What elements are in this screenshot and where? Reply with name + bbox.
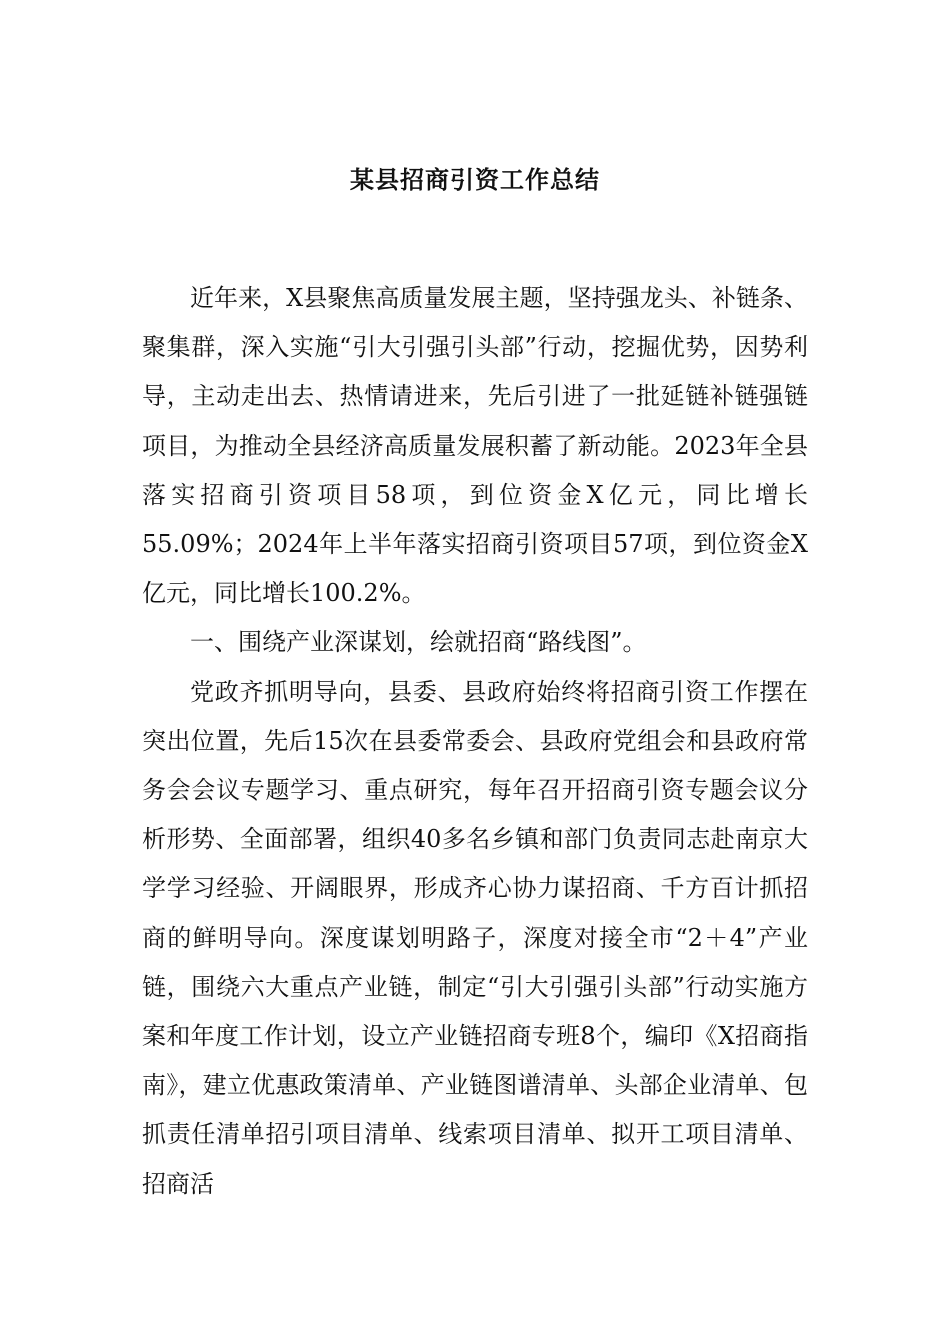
document-body (142, 274, 808, 1209)
document-title: 某县招商引资工作总结 (350, 165, 600, 194)
paragraph-intro: 近年来，X县聚焦高质量发展主题，坚持强龙头、补链条、聚集群，深入实施“引大引强引头部”行动，挖掘优势，因势利导，主动走出去、热情请进来，先后引进了一批延链补链强链项目，为推动全县经济高质量发展积蓄了新动能。2023年全县落实招商引资项目58项，到位资金X亿元，同比增长55.09%；2024年上半年落实招商引资项目57项，到位资金X亿元，同比增长100.2%。 (142, 284, 808, 608)
paragraph-section-1: 党政齐抓明导向，县委、县政府始终将招商引资工作摆在突出位置，先后15次在县委常委会、县政府党组会和县政府常务会会议专题学习、重点研究，每年召开招商引资专题会议分析形势、全面部署，组织40多名乡镇和部门负责同志赴南京大学学习经验、开阔眼界，形成齐心协力谋招商、千方百计抓招商的鲜明导向。深度谋划明路子，深度对接全市“2＋4”产业链，围绕六大重点产业链，制定“引大引强引头部”行动实施方案和年度工作计划，设立产业链招商专班8个，编印《X招商指南》，建立优惠政策清单、产业链图谱清单、头部企业清单、包抓责任清单招引项目清单、线索项目清单、拟开工项目清单、招商活 (142, 677, 808, 1198)
section-heading-1: 一、围绕产业深谋划，绘就招商“路线图”。 (190, 628, 647, 657)
